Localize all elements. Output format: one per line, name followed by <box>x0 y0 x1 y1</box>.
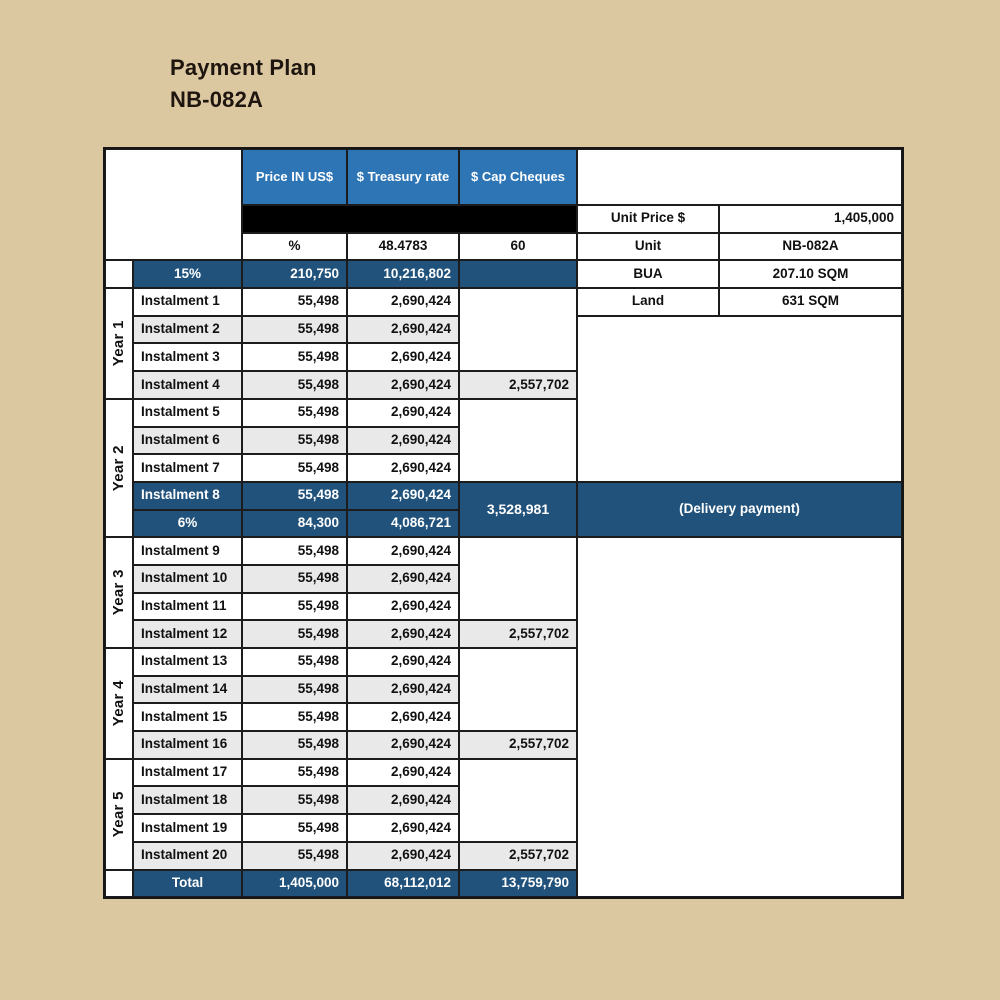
info-value-unit-price: 1,405,000 <box>719 205 902 233</box>
instalment-11-price-cell: 55,498 <box>242 593 347 621</box>
info-label-land: Land <box>577 288 719 316</box>
delivery-payment-note-cell: (Delivery payment) <box>577 482 902 537</box>
instalment-13-price-cell: 55,498 <box>242 648 347 676</box>
instalment-9-price-cell: 55,498 <box>242 537 347 565</box>
cap-empty-year2-cell <box>459 399 577 482</box>
instalment-13-label-cell: Instalment 13 <box>133 648 242 676</box>
year-2-label-cell <box>105 399 133 537</box>
instalment-4-treasury-cell: 2,690,424 <box>347 371 459 399</box>
instalment-7-label-cell: Instalment 7 <box>133 454 242 482</box>
rate-percent-symbol-cell: % <box>242 233 347 261</box>
black-band-cell <box>242 205 577 233</box>
instalment-12-label-cell: Instalment 12 <box>133 620 242 648</box>
down-payment-label-cell: 15% <box>133 260 242 288</box>
instalment-6-treasury-cell: 2,690,424 <box>347 427 459 455</box>
cap-empty-year5-cell <box>459 759 577 842</box>
instalment-3-treasury-cell: 2,690,424 <box>347 343 459 371</box>
instalment-14-treasury-cell: 2,690,424 <box>347 676 459 704</box>
info-label-bua: BUA <box>577 260 719 288</box>
instalment-18-treasury-cell: 2,690,424 <box>347 786 459 814</box>
instalment-11-label-cell: Instalment 11 <box>133 593 242 621</box>
down-payment-price-cell: 210,750 <box>242 260 347 288</box>
instalment-20-price-cell: 55,498 <box>242 842 347 870</box>
info-value-land: 631 SQM <box>719 288 902 316</box>
instalment-3-label-cell: Instalment 3 <box>133 343 242 371</box>
total-spacer-cell <box>105 870 133 898</box>
table-topleft-empty-cell <box>105 149 242 260</box>
instalment-6-label-cell: Instalment 6 <box>133 427 242 455</box>
info-label-unit-price: Unit Price $ <box>577 205 719 233</box>
payment-plan-table <box>103 147 904 899</box>
info-panel-middle-empty-cell <box>577 316 902 482</box>
year-3-label-cell <box>105 537 133 648</box>
instalment-1-treasury-cell: 2,690,424 <box>347 288 459 316</box>
info-value-unit: NB-082A <box>719 233 902 261</box>
instalment-4-label-cell: Instalment 4 <box>133 371 242 399</box>
instalment-4-price-cell: 55,498 <box>242 371 347 399</box>
column-header-price: Price IN US$ <box>242 149 347 205</box>
info-value-bua: 207.10 SQM <box>719 260 902 288</box>
instalment-2-treasury-cell: 2,690,424 <box>347 316 459 344</box>
info-panel-bottom-empty-cell <box>577 537 902 897</box>
info-panel-top-empty-cell <box>577 149 902 205</box>
instalment-4-cap-cheque-cell: 2,557,702 <box>459 371 577 399</box>
rate-cap-count-cell: 60 <box>459 233 577 261</box>
down-payment-treasury-cell: 10,216,802 <box>347 260 459 288</box>
total-price-cell: 1,405,000 <box>242 870 347 898</box>
year-5-label-cell <box>105 759 133 870</box>
instalment-6-price-cell: 55,498 <box>242 427 347 455</box>
cap-empty-year4-cell <box>459 648 577 731</box>
column-header-treasury-rate: $ Treasury rate <box>347 149 459 205</box>
year-3-label: Year 3 <box>109 569 127 616</box>
instalment-9-label-cell: Instalment 9 <box>133 537 242 565</box>
down-payment-spacer-cell <box>105 260 133 288</box>
instalment-19-price-cell: 55,498 <box>242 814 347 842</box>
instalment-15-price-cell: 55,498 <box>242 703 347 731</box>
instalment-15-label-cell: Instalment 15 <box>133 703 242 731</box>
instalment-19-treasury-cell: 2,690,424 <box>347 814 459 842</box>
six-percent-price-cell: 84,300 <box>242 510 347 538</box>
info-label-unit: Unit <box>577 233 719 261</box>
instalment-10-label-cell: Instalment 10 <box>133 565 242 593</box>
instalment-18-label-cell: Instalment 18 <box>133 786 242 814</box>
instalment-16-label-cell: Instalment 16 <box>133 731 242 759</box>
down-payment-cap-empty-cell <box>459 260 577 288</box>
instalment-16-cap-cheque-cell: 2,557,702 <box>459 731 577 759</box>
instalment-17-price-cell: 55,498 <box>242 759 347 787</box>
instalment-20-cap-cheque-cell: 2,557,702 <box>459 842 577 870</box>
instalment-17-label-cell: Instalment 17 <box>133 759 242 787</box>
instalment-2-price-cell: 55,498 <box>242 316 347 344</box>
instalment-10-treasury-cell: 2,690,424 <box>347 565 459 593</box>
cap-empty-year3-cell <box>459 537 577 620</box>
year-4-label-cell <box>105 648 133 759</box>
instalment-11-treasury-cell: 2,690,424 <box>347 593 459 621</box>
instalment-12-price-cell: 55,498 <box>242 620 347 648</box>
rate-treasury-value-cell: 48.4783 <box>347 233 459 261</box>
year-1-label: Year 1 <box>109 320 127 367</box>
instalment-7-treasury-cell: 2,690,424 <box>347 454 459 482</box>
page-title <box>170 52 317 116</box>
instalment-16-price-cell: 55,498 <box>242 731 347 759</box>
instalment-12-cap-cheque-cell: 2,557,702 <box>459 620 577 648</box>
instalment-9-treasury-cell: 2,690,424 <box>347 537 459 565</box>
instalment-2-label-cell: Instalment 2 <box>133 316 242 344</box>
instalment-18-price-cell: 55,498 <box>242 786 347 814</box>
instalment-14-price-cell: 55,498 <box>242 676 347 704</box>
instalment-17-treasury-cell: 2,690,424 <box>347 759 459 787</box>
instalment-1-label-cell: Instalment 1 <box>133 288 242 316</box>
instalment-15-treasury-cell: 2,690,424 <box>347 703 459 731</box>
instalment-5-treasury-cell: 2,690,424 <box>347 399 459 427</box>
instalment-5-price-cell: 55,498 <box>242 399 347 427</box>
instalment-7-price-cell: 55,498 <box>242 454 347 482</box>
year-5-label: Year 5 <box>109 791 127 838</box>
instalment-5-label-cell: Instalment 5 <box>133 399 242 427</box>
delivery-cap-cheque-cell: 3,528,981 <box>459 482 577 537</box>
year-4-label: Year 4 <box>109 680 127 727</box>
instalment-8-price-cell: 55,498 <box>242 482 347 510</box>
instalment-12-treasury-cell: 2,690,424 <box>347 620 459 648</box>
instalment-19-label-cell: Instalment 19 <box>133 814 242 842</box>
six-percent-label-cell: 6% <box>133 510 242 538</box>
total-treasury-cell: 68,112,012 <box>347 870 459 898</box>
instalment-10-price-cell: 55,498 <box>242 565 347 593</box>
instalment-13-treasury-cell: 2,690,424 <box>347 648 459 676</box>
page-title-line2: NB-082A <box>170 87 264 112</box>
instalment-3-price-cell: 55,498 <box>242 343 347 371</box>
column-header-cap-cheques: $ Cap Cheques <box>459 149 577 205</box>
total-label-cell: Total <box>133 870 242 898</box>
cap-empty-year1-cell <box>459 288 577 371</box>
instalment-16-treasury-cell: 2,690,424 <box>347 731 459 759</box>
instalment-8-label-cell: Instalment 8 <box>133 482 242 510</box>
total-cap-cell: 13,759,790 <box>459 870 577 898</box>
instalment-1-price-cell: 55,498 <box>242 288 347 316</box>
six-percent-treasury-cell: 4,086,721 <box>347 510 459 538</box>
year-2-label: Year 2 <box>109 445 127 492</box>
instalment-8-treasury-cell: 2,690,424 <box>347 482 459 510</box>
page-title-line1: Payment Plan <box>170 55 317 80</box>
instalment-20-treasury-cell: 2,690,424 <box>347 842 459 870</box>
instalment-14-label-cell: Instalment 14 <box>133 676 242 704</box>
instalment-20-label-cell: Instalment 20 <box>133 842 242 870</box>
year-1-label-cell <box>105 288 133 399</box>
